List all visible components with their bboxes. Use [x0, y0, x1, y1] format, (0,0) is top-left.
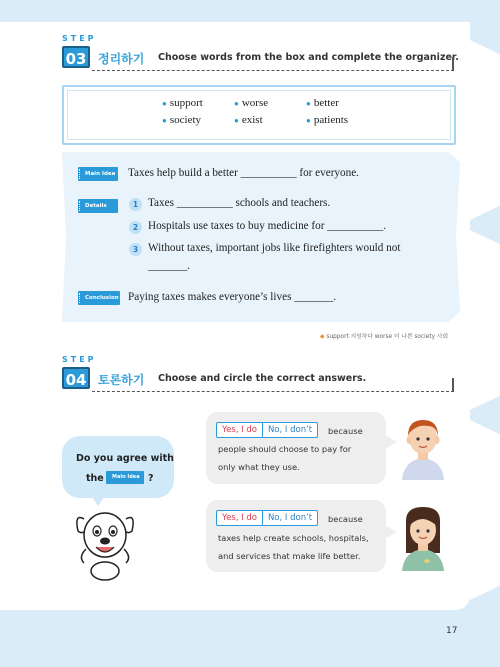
step4-divider-end — [449, 378, 454, 392]
question-line1: Do you agree with — [76, 453, 174, 464]
bullet-icon: ● — [234, 116, 239, 125]
main-idea-badge: Main Idea — [78, 167, 118, 181]
side-tab — [470, 40, 500, 220]
answer-choice — [216, 422, 318, 438]
question-bubble — [62, 436, 174, 498]
step3-number: 03 — [62, 46, 90, 68]
side-tab — [470, 230, 500, 410]
detail-number: 1 — [129, 198, 142, 211]
question-line2-suffix: ? — [148, 473, 154, 484]
detail-number: 3 — [129, 243, 142, 256]
no-option[interactable]: No, I don’t — [267, 513, 313, 523]
step4-divider — [92, 391, 454, 392]
step4-label: STEP — [62, 355, 97, 364]
step3-divider-end — [449, 57, 454, 71]
question-main-idea-badge: Main Idea — [106, 471, 144, 484]
yes-option[interactable]: Yes, I do — [217, 511, 263, 525]
answer-text: only what they use. — [218, 462, 300, 472]
detail-number: 2 — [129, 221, 142, 234]
step3-divider — [92, 70, 454, 71]
step3-title: 정리하기 — [98, 52, 145, 66]
bullet-icon: ● — [162, 116, 167, 125]
detail-sentence: Taxes __________ schools and teachers. — [148, 197, 331, 209]
page-number: 17 — [446, 626, 458, 636]
conclusion-sentence: Paying taxes makes everyone’s lives _______. — [128, 291, 337, 303]
boy-avatar — [398, 414, 448, 480]
answer-bubble-tail — [385, 435, 397, 449]
dog-mascot-illustration — [70, 505, 140, 581]
answer-text: because — [328, 514, 363, 524]
word-item: ● exist — [234, 114, 263, 126]
details-badge: Details — [78, 199, 118, 213]
diamond-icon: ◆ — [320, 334, 325, 340]
side-tabs — [470, 40, 500, 610]
answer-text: people should choose to pay for — [218, 444, 352, 454]
detail-sentence-cont: _______. — [148, 260, 190, 272]
word-item: ● support — [162, 97, 203, 109]
no-option[interactable]: No, I don’t — [267, 425, 313, 435]
answer-text: taxes help create schools, hospitals, — [218, 533, 369, 543]
step3-instruction: Choose words from the box and complete the organizer. — [158, 52, 459, 63]
word-item: ● society — [162, 114, 202, 126]
step4-instruction: Choose and circle the correct answers. — [158, 373, 367, 384]
side-tab — [470, 420, 500, 600]
answer-text: and services that make life better. — [218, 551, 361, 561]
step3-label: STEP — [62, 34, 97, 43]
girl-avatar — [398, 505, 448, 571]
answer-bubble-tail — [385, 525, 397, 539]
main-idea-sentence: Taxes help build a better __________ for everyone. — [128, 167, 359, 179]
conclusion-badge: Conclusion — [78, 291, 120, 305]
bullet-icon: ● — [306, 99, 311, 108]
bullet-icon: ● — [234, 99, 239, 108]
yes-option[interactable]: Yes, I do — [217, 423, 263, 437]
detail-sentence: Without taxes, important jobs like firefighters would not — [148, 242, 401, 254]
answer-choice — [216, 510, 318, 526]
answer-text: because — [328, 426, 363, 436]
detail-sentence: Hospitals use taxes to buy medicine for __________. — [148, 220, 387, 232]
bullet-icon: ● — [162, 99, 167, 108]
word-item: ● better — [306, 97, 339, 109]
step4-number: 04 — [62, 367, 90, 389]
bullet-icon: ● — [306, 116, 311, 125]
word-item: ● worse — [234, 97, 269, 109]
step4-title: 토론하기 — [98, 373, 145, 387]
question-line2-prefix: the — [86, 473, 104, 484]
word-item: ● patients — [306, 114, 349, 126]
glossary: ◆ support 지원하다 worse 더 나쁜 society 사회 — [320, 334, 449, 340]
